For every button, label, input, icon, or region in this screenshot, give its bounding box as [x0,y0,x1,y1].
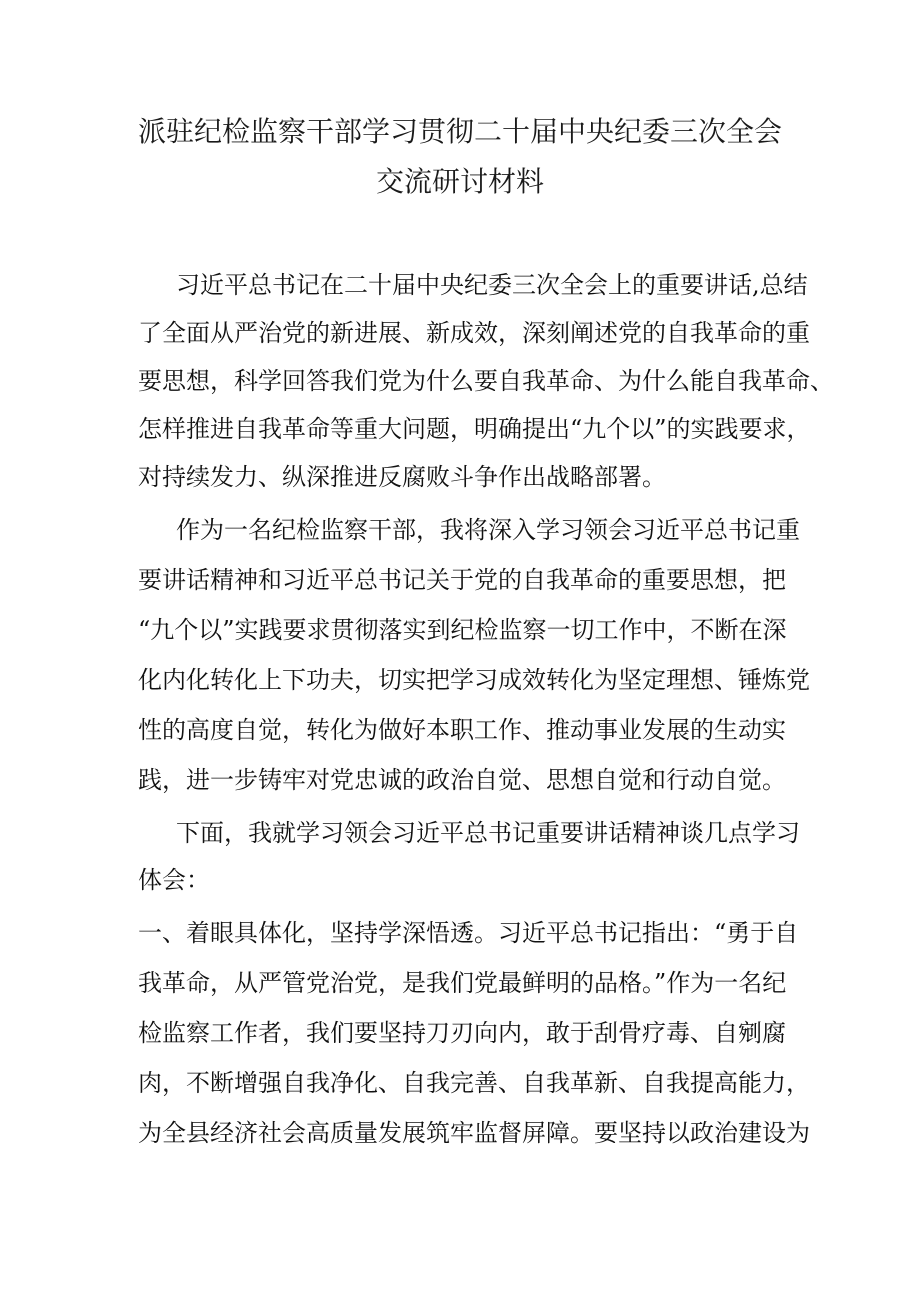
section-1-line-3: 检监察工作者，我们要坚持刀刃向内，敢于刮骨疗毒、自剜腐 [138,1019,786,1047]
paragraph-3-line-1: 下面，我就学习领会习近平总书记重要讲话精神谈几点学习 [176,819,800,847]
paragraph-1-line-4: 怎样推进自我革命等重大问题，明确提出“九个以”的实践要求， [138,415,811,443]
paragraph-2-line-5: 性的高度自觉，转化为做好本职工作、推动事业发展的生动实 [138,716,786,744]
document-title-line-1: 派驻纪检监察干部学习贯彻二十届中央纪委三次全会 [137,115,782,148]
paragraph-2-line-4: 化内化转化上下功夫，切实把学习成效转化为坚定理想、锤炼党 [138,666,810,694]
paragraph-3-line-2: 体会： [138,866,210,894]
section-1-line-1: 一、着眼具体化，坚持学深悟透。习近平总书记指出：“勇于自 [138,919,799,947]
paragraph-1-line-5: 对持续发力、纵深推进反腐败斗争作出战略部署。 [138,463,666,491]
paragraph-2-line-2: 要讲话精神和习近平总书记关于党的自我革命的重要思想，把 [138,566,786,594]
paragraph-2-line-3: “九个以”实践要求贯彻落实到纪检监察一切工作中，不断在深 [138,616,787,644]
document-title-line-2: 交流研讨材料 [375,165,544,198]
section-1-line-4: 肉，不断增强自我净化、自我完善、自我革新、自我提高能力， [138,1069,810,1097]
paragraph-1-line-3: 要思想，科学回答我们党为什么要自我革命、为什么能自我革命、 [138,367,834,395]
section-1-line-2: 我革命，从严管党治党，是我们党最鲜明的品格。”作为一名纪 [138,969,787,997]
paragraph-1-line-2: 了全面从严治党的新进展、新成效，深刻阐述党的自我革命的重 [138,319,810,347]
paragraph-1-line-1: 习近平总书记在二十届中央纪委三次全会上的重要讲话,总结 [176,271,808,299]
paragraph-2-line-6: 践，进一步铸牢对党忠诚的政治自觉、思想自觉和行动自觉。 [138,766,786,794]
section-1-line-5: 为全县经济社会高质量发展筑牢监督屏障。要坚持以政治建设为 [138,1119,810,1147]
paragraph-2-line-1: 作为一名纪检监察干部，我将深入学习领会习近平总书记重 [176,516,800,544]
